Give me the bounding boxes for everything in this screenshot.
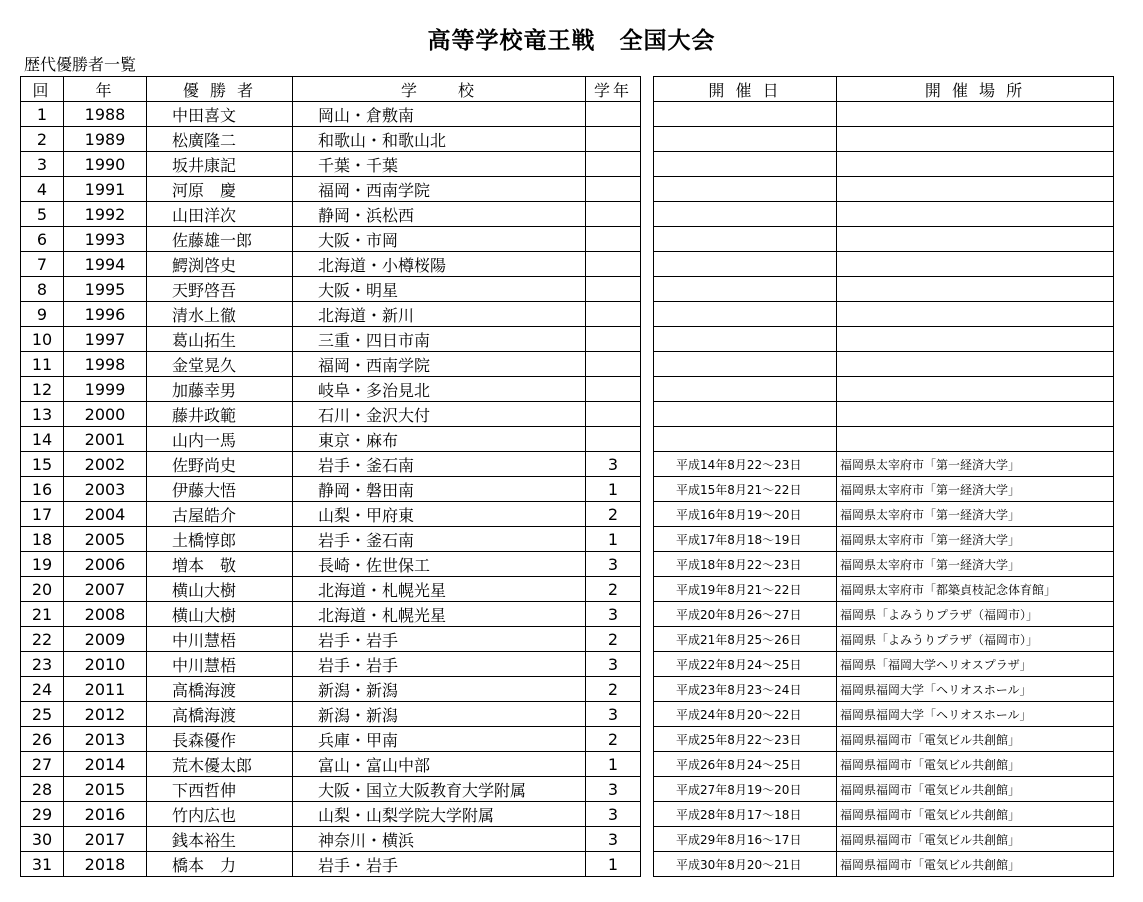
school-cell: 岩手・岩手 [293, 627, 586, 652]
venue-cell: 福岡県福岡市「電気ビル共創館」 [837, 777, 1114, 802]
winner-cell: 銭本裕生 [147, 827, 293, 852]
table-row [21, 527, 641, 552]
venue-row [654, 702, 1114, 727]
grade-cell: 2 [586, 627, 641, 652]
venue-row [654, 652, 1114, 677]
grade-cell: 2 [586, 577, 641, 602]
venue-cell [837, 302, 1114, 327]
venue-cell [837, 227, 1114, 252]
school-cell: 静岡・磐田南 [293, 477, 586, 502]
school-cell: 大阪・明星 [293, 277, 586, 302]
date-cell: 平成30年8月20～21日 [654, 852, 837, 877]
date-cell [654, 402, 837, 427]
date-cell [654, 327, 837, 352]
school-cell: 三重・四日市南 [293, 327, 586, 352]
header-grade: 学年 [586, 77, 641, 102]
venues-header-row [654, 77, 1114, 102]
date-cell: 平成27年8月19～20日 [654, 777, 837, 802]
venue-cell: 福岡県太宰府市「第一経済大学」 [837, 477, 1114, 502]
winner-cell: 橋本 力 [147, 852, 293, 877]
kai-cell: 22 [21, 627, 64, 652]
date-cell: 平成22年8月24～25日 [654, 652, 837, 677]
year-cell: 2016 [64, 802, 147, 827]
school-cell: 北海道・新川 [293, 302, 586, 327]
table-row [21, 827, 641, 852]
kai-cell: 6 [21, 227, 64, 252]
winner-cell: 佐藤雄一郎 [147, 227, 293, 252]
year-cell: 2001 [64, 427, 147, 452]
table-row [21, 277, 641, 302]
year-cell: 2018 [64, 852, 147, 877]
grade-cell [586, 302, 641, 327]
school-cell: 北海道・札幌光星 [293, 602, 586, 627]
school-cell: 静岡・浜松西 [293, 202, 586, 227]
grade-cell: 2 [586, 727, 641, 752]
year-cell: 2017 [64, 827, 147, 852]
table-row [21, 427, 641, 452]
table-row [21, 677, 641, 702]
kai-cell: 23 [21, 652, 64, 677]
venue-row [654, 777, 1114, 802]
date-cell [654, 302, 837, 327]
school-cell: 山梨・山梨学院大学附属 [293, 802, 586, 827]
venue-cell: 福岡県「よみうりプラザ（福岡市）」 [837, 602, 1114, 627]
table-row [21, 252, 641, 277]
date-cell: 平成24年8月20～22日 [654, 702, 837, 727]
kai-cell: 26 [21, 727, 64, 752]
school-cell: 岩手・釜石南 [293, 452, 586, 477]
grade-cell: 3 [586, 802, 641, 827]
venue-row [654, 852, 1114, 877]
date-cell [654, 377, 837, 402]
grade-cell [586, 427, 641, 452]
venue-cell [837, 352, 1114, 377]
year-cell: 2010 [64, 652, 147, 677]
kai-cell: 17 [21, 502, 64, 527]
page-title: 高等学校竜王戦 全国大会 [427, 28, 716, 54]
grade-cell: 2 [586, 502, 641, 527]
winner-cell: 坂井康記 [147, 152, 293, 177]
table-row [21, 777, 641, 802]
grade-cell [586, 327, 641, 352]
kai-cell: 28 [21, 777, 64, 802]
year-cell: 1992 [64, 202, 147, 227]
year-cell: 2002 [64, 452, 147, 477]
venue-cell: 福岡県福岡大学「ヘリオスホール」 [837, 702, 1114, 727]
grade-cell: 1 [586, 752, 641, 777]
winner-cell: 荒木優太郎 [147, 752, 293, 777]
venue-cell: 福岡県太宰府市「第一経済大学」 [837, 527, 1114, 552]
table-row [21, 802, 641, 827]
school-cell: 北海道・小樽桜陽 [293, 252, 586, 277]
winner-cell: 下西哲伸 [147, 777, 293, 802]
grade-cell: 3 [586, 452, 641, 477]
winner-cell: 山田洋次 [147, 202, 293, 227]
winner-cell: 増本 敬 [147, 552, 293, 577]
winner-cell: 高橋海渡 [147, 677, 293, 702]
venue-cell [837, 427, 1114, 452]
year-cell: 1999 [64, 377, 147, 402]
date-cell: 平成20年8月26～27日 [654, 602, 837, 627]
date-cell [654, 227, 837, 252]
header-venue: 開 催 場 所 [837, 77, 1114, 102]
grade-cell [586, 227, 641, 252]
table-row [21, 627, 641, 652]
winner-cell: 金堂晃久 [147, 352, 293, 377]
kai-cell: 12 [21, 377, 64, 402]
venue-row [654, 577, 1114, 602]
winner-cell: 葛山拓生 [147, 327, 293, 352]
table-row [21, 602, 641, 627]
venue-row [654, 752, 1114, 777]
kai-cell: 21 [21, 602, 64, 627]
year-cell: 2003 [64, 477, 147, 502]
year-cell: 1991 [64, 177, 147, 202]
venue-row [654, 677, 1114, 702]
table-row [21, 702, 641, 727]
year-cell: 2004 [64, 502, 147, 527]
venue-row [654, 352, 1114, 377]
year-cell: 2007 [64, 577, 147, 602]
kai-cell: 5 [21, 202, 64, 227]
venue-cell [837, 377, 1114, 402]
venue-row [654, 527, 1114, 552]
date-cell [654, 277, 837, 302]
table-row [21, 377, 641, 402]
winner-cell: 松廣隆二 [147, 127, 293, 152]
grade-cell [586, 377, 641, 402]
venue-cell: 福岡県「福岡大学ヘリオスプラザ」 [837, 652, 1114, 677]
table-row [21, 127, 641, 152]
venue-row [654, 252, 1114, 277]
venue-cell [837, 102, 1114, 127]
year-cell: 2014 [64, 752, 147, 777]
date-cell [654, 252, 837, 277]
venue-cell [837, 402, 1114, 427]
table-row [21, 227, 641, 252]
table-row [21, 202, 641, 227]
table-row [21, 302, 641, 327]
grade-cell: 3 [586, 602, 641, 627]
winners-header-row [21, 77, 641, 102]
table-row [21, 502, 641, 527]
venue-row [654, 127, 1114, 152]
venue-cell: 福岡県太宰府市「第一経済大学」 [837, 552, 1114, 577]
kai-cell: 19 [21, 552, 64, 577]
table-row [21, 852, 641, 877]
venue-row [654, 627, 1114, 652]
school-cell: 和歌山・和歌山北 [293, 127, 586, 152]
header-kai: 回 [21, 77, 64, 102]
kai-cell: 27 [21, 752, 64, 777]
grade-cell [586, 127, 641, 152]
grade-cell [586, 177, 641, 202]
kai-cell: 29 [21, 802, 64, 827]
school-cell: 岩手・釜石南 [293, 527, 586, 552]
venue-cell [837, 277, 1114, 302]
kai-cell: 4 [21, 177, 64, 202]
table-row [21, 577, 641, 602]
list-subtitle: 歴代優勝者一覧 [24, 55, 137, 74]
date-cell [654, 127, 837, 152]
kai-cell: 16 [21, 477, 64, 502]
date-cell [654, 352, 837, 377]
winner-cell: 加藤幸男 [147, 377, 293, 402]
year-cell: 1994 [64, 252, 147, 277]
venue-cell [837, 252, 1114, 277]
venue-cell [837, 177, 1114, 202]
year-cell: 2013 [64, 727, 147, 752]
venue-row [654, 802, 1114, 827]
school-cell: 兵庫・甲南 [293, 727, 586, 752]
kai-cell: 11 [21, 352, 64, 377]
header-school: 学 校 [293, 77, 586, 102]
kai-cell: 1 [21, 102, 64, 127]
winner-cell: 中川慧梧 [147, 652, 293, 677]
venue-cell: 福岡県福岡市「電気ビル共創館」 [837, 802, 1114, 827]
winner-cell: 高橋海渡 [147, 702, 293, 727]
venue-cell: 福岡県太宰府市「第一経済大学」 [837, 502, 1114, 527]
table-row [21, 177, 641, 202]
year-cell: 2006 [64, 552, 147, 577]
venue-row [654, 227, 1114, 252]
venue-cell: 福岡県福岡市「電気ビル共創館」 [837, 827, 1114, 852]
kai-cell: 8 [21, 277, 64, 302]
winner-cell: 土橋惇郎 [147, 527, 293, 552]
date-cell [654, 152, 837, 177]
grade-cell [586, 202, 641, 227]
winner-cell: 伊藤大悟 [147, 477, 293, 502]
venue-cell [837, 327, 1114, 352]
kai-cell: 30 [21, 827, 64, 852]
year-cell: 1997 [64, 327, 147, 352]
grade-cell: 1 [586, 477, 641, 502]
school-cell: 長崎・佐世保工 [293, 552, 586, 577]
grade-cell: 3 [586, 702, 641, 727]
school-cell: 福岡・西南学院 [293, 352, 586, 377]
date-cell [654, 427, 837, 452]
table-row [21, 552, 641, 577]
year-cell: 1993 [64, 227, 147, 252]
date-cell [654, 177, 837, 202]
table-row [21, 352, 641, 377]
date-cell: 平成19年8月21～22日 [654, 577, 837, 602]
winners-table [20, 76, 641, 877]
table-row [21, 452, 641, 477]
venue-cell [837, 152, 1114, 177]
school-cell: 北海道・札幌光星 [293, 577, 586, 602]
school-cell: 大阪・市岡 [293, 227, 586, 252]
kai-cell: 7 [21, 252, 64, 277]
grade-cell: 2 [586, 677, 641, 702]
venue-cell [837, 127, 1114, 152]
kai-cell: 24 [21, 677, 64, 702]
venue-row [654, 502, 1114, 527]
kai-cell: 15 [21, 452, 64, 477]
school-cell: 神奈川・横浜 [293, 827, 586, 852]
venue-row [654, 277, 1114, 302]
kai-cell: 14 [21, 427, 64, 452]
venue-row [654, 827, 1114, 852]
venue-row [654, 477, 1114, 502]
venue-row [654, 302, 1114, 327]
kai-cell: 31 [21, 852, 64, 877]
winner-cell: 清水上徹 [147, 302, 293, 327]
grade-cell [586, 402, 641, 427]
kai-cell: 3 [21, 152, 64, 177]
school-cell: 新潟・新潟 [293, 677, 586, 702]
year-cell: 2008 [64, 602, 147, 627]
date-cell: 平成25年8月22～23日 [654, 727, 837, 752]
venue-cell [837, 202, 1114, 227]
venue-row [654, 402, 1114, 427]
venue-row [654, 452, 1114, 477]
date-cell: 平成16年8月19～20日 [654, 502, 837, 527]
venues-table [653, 76, 1114, 877]
year-cell: 2000 [64, 402, 147, 427]
year-cell: 2009 [64, 627, 147, 652]
winner-cell: 横山大樹 [147, 602, 293, 627]
date-cell: 平成15年8月21～22日 [654, 477, 837, 502]
year-cell: 2012 [64, 702, 147, 727]
date-cell [654, 202, 837, 227]
grade-cell: 1 [586, 527, 641, 552]
year-cell: 2011 [64, 677, 147, 702]
school-cell: 岩手・岩手 [293, 652, 586, 677]
grade-cell: 3 [586, 552, 641, 577]
venue-cell: 福岡県太宰府市「第一経済大学」 [837, 452, 1114, 477]
date-cell: 平成26年8月24～25日 [654, 752, 837, 777]
year-cell: 1998 [64, 352, 147, 377]
header-winner: 優 勝 者 [147, 77, 293, 102]
venue-cell: 福岡県福岡大学「ヘリオスホール」 [837, 677, 1114, 702]
table-row [21, 752, 641, 777]
year-cell: 1989 [64, 127, 147, 152]
school-cell: 大阪・国立大阪教育大学附属 [293, 777, 586, 802]
venue-row [654, 152, 1114, 177]
grade-cell: 1 [586, 852, 641, 877]
kai-cell: 2 [21, 127, 64, 152]
school-cell: 福岡・西南学院 [293, 177, 586, 202]
table-row [21, 102, 641, 127]
table-row [21, 477, 641, 502]
venue-cell: 福岡県福岡市「電気ビル共創館」 [837, 727, 1114, 752]
grade-cell [586, 352, 641, 377]
date-cell: 平成14年8月22～23日 [654, 452, 837, 477]
year-cell: 1995 [64, 277, 147, 302]
kai-cell: 13 [21, 402, 64, 427]
kai-cell: 10 [21, 327, 64, 352]
date-cell: 平成23年8月23～24日 [654, 677, 837, 702]
venue-cell: 福岡県福岡市「電気ビル共創館」 [837, 852, 1114, 877]
winner-cell: 中川慧梧 [147, 627, 293, 652]
year-cell: 2015 [64, 777, 147, 802]
venue-row [654, 602, 1114, 627]
year-cell: 2005 [64, 527, 147, 552]
school-cell: 富山・富山中部 [293, 752, 586, 777]
date-cell: 平成18年8月22～23日 [654, 552, 837, 577]
winner-cell: 古屋皓介 [147, 502, 293, 527]
winner-cell: 佐野尚史 [147, 452, 293, 477]
grade-cell [586, 152, 641, 177]
winner-cell: 長森優作 [147, 727, 293, 752]
venue-row [654, 727, 1114, 752]
winner-cell: 天野啓吾 [147, 277, 293, 302]
venue-row [654, 377, 1114, 402]
table-row [21, 727, 641, 752]
venue-cell: 福岡県太宰府市「都築貞枝記念体育館」 [837, 577, 1114, 602]
header-date: 開 催 日 [654, 77, 837, 102]
school-cell: 新潟・新潟 [293, 702, 586, 727]
venue-row [654, 427, 1114, 452]
grade-cell [586, 102, 641, 127]
venue-cell: 福岡県「よみうりプラザ（福岡市）」 [837, 627, 1114, 652]
winner-cell: 中田喜文 [147, 102, 293, 127]
year-cell: 1996 [64, 302, 147, 327]
school-cell: 山梨・甲府東 [293, 502, 586, 527]
winner-cell: 河原 慶 [147, 177, 293, 202]
winner-cell: 鰐渕啓史 [147, 252, 293, 277]
school-cell: 東京・麻布 [293, 427, 586, 452]
year-cell: 1988 [64, 102, 147, 127]
table-row [21, 327, 641, 352]
grade-cell: 3 [586, 777, 641, 802]
kai-cell: 20 [21, 577, 64, 602]
date-cell: 平成29年8月16～17日 [654, 827, 837, 852]
winner-cell: 横山大樹 [147, 577, 293, 602]
grade-cell: 3 [586, 652, 641, 677]
school-cell: 石川・金沢大付 [293, 402, 586, 427]
date-cell: 平成17年8月18～19日 [654, 527, 837, 552]
grade-cell [586, 277, 641, 302]
school-cell: 岩手・岩手 [293, 852, 586, 877]
venue-row [654, 202, 1114, 227]
date-cell: 平成28年8月17～18日 [654, 802, 837, 827]
date-cell [654, 102, 837, 127]
table-row [21, 652, 641, 677]
winner-cell: 山内一馬 [147, 427, 293, 452]
kai-cell: 18 [21, 527, 64, 552]
venue-row [654, 177, 1114, 202]
grade-cell: 3 [586, 827, 641, 852]
table-row [21, 402, 641, 427]
venue-row [654, 552, 1114, 577]
school-cell: 千葉・千葉 [293, 152, 586, 177]
school-cell: 岐阜・多治見北 [293, 377, 586, 402]
school-cell: 岡山・倉敷南 [293, 102, 586, 127]
kai-cell: 9 [21, 302, 64, 327]
venue-row [654, 102, 1114, 127]
grade-cell [586, 252, 641, 277]
date-cell: 平成21年8月25～26日 [654, 627, 837, 652]
venue-cell: 福岡県福岡市「電気ビル共創館」 [837, 752, 1114, 777]
winner-cell: 竹内広也 [147, 802, 293, 827]
kai-cell: 25 [21, 702, 64, 727]
header-year: 年 [64, 77, 147, 102]
year-cell: 1990 [64, 152, 147, 177]
table-row [21, 152, 641, 177]
winner-cell: 藤井政範 [147, 402, 293, 427]
venue-row [654, 327, 1114, 352]
